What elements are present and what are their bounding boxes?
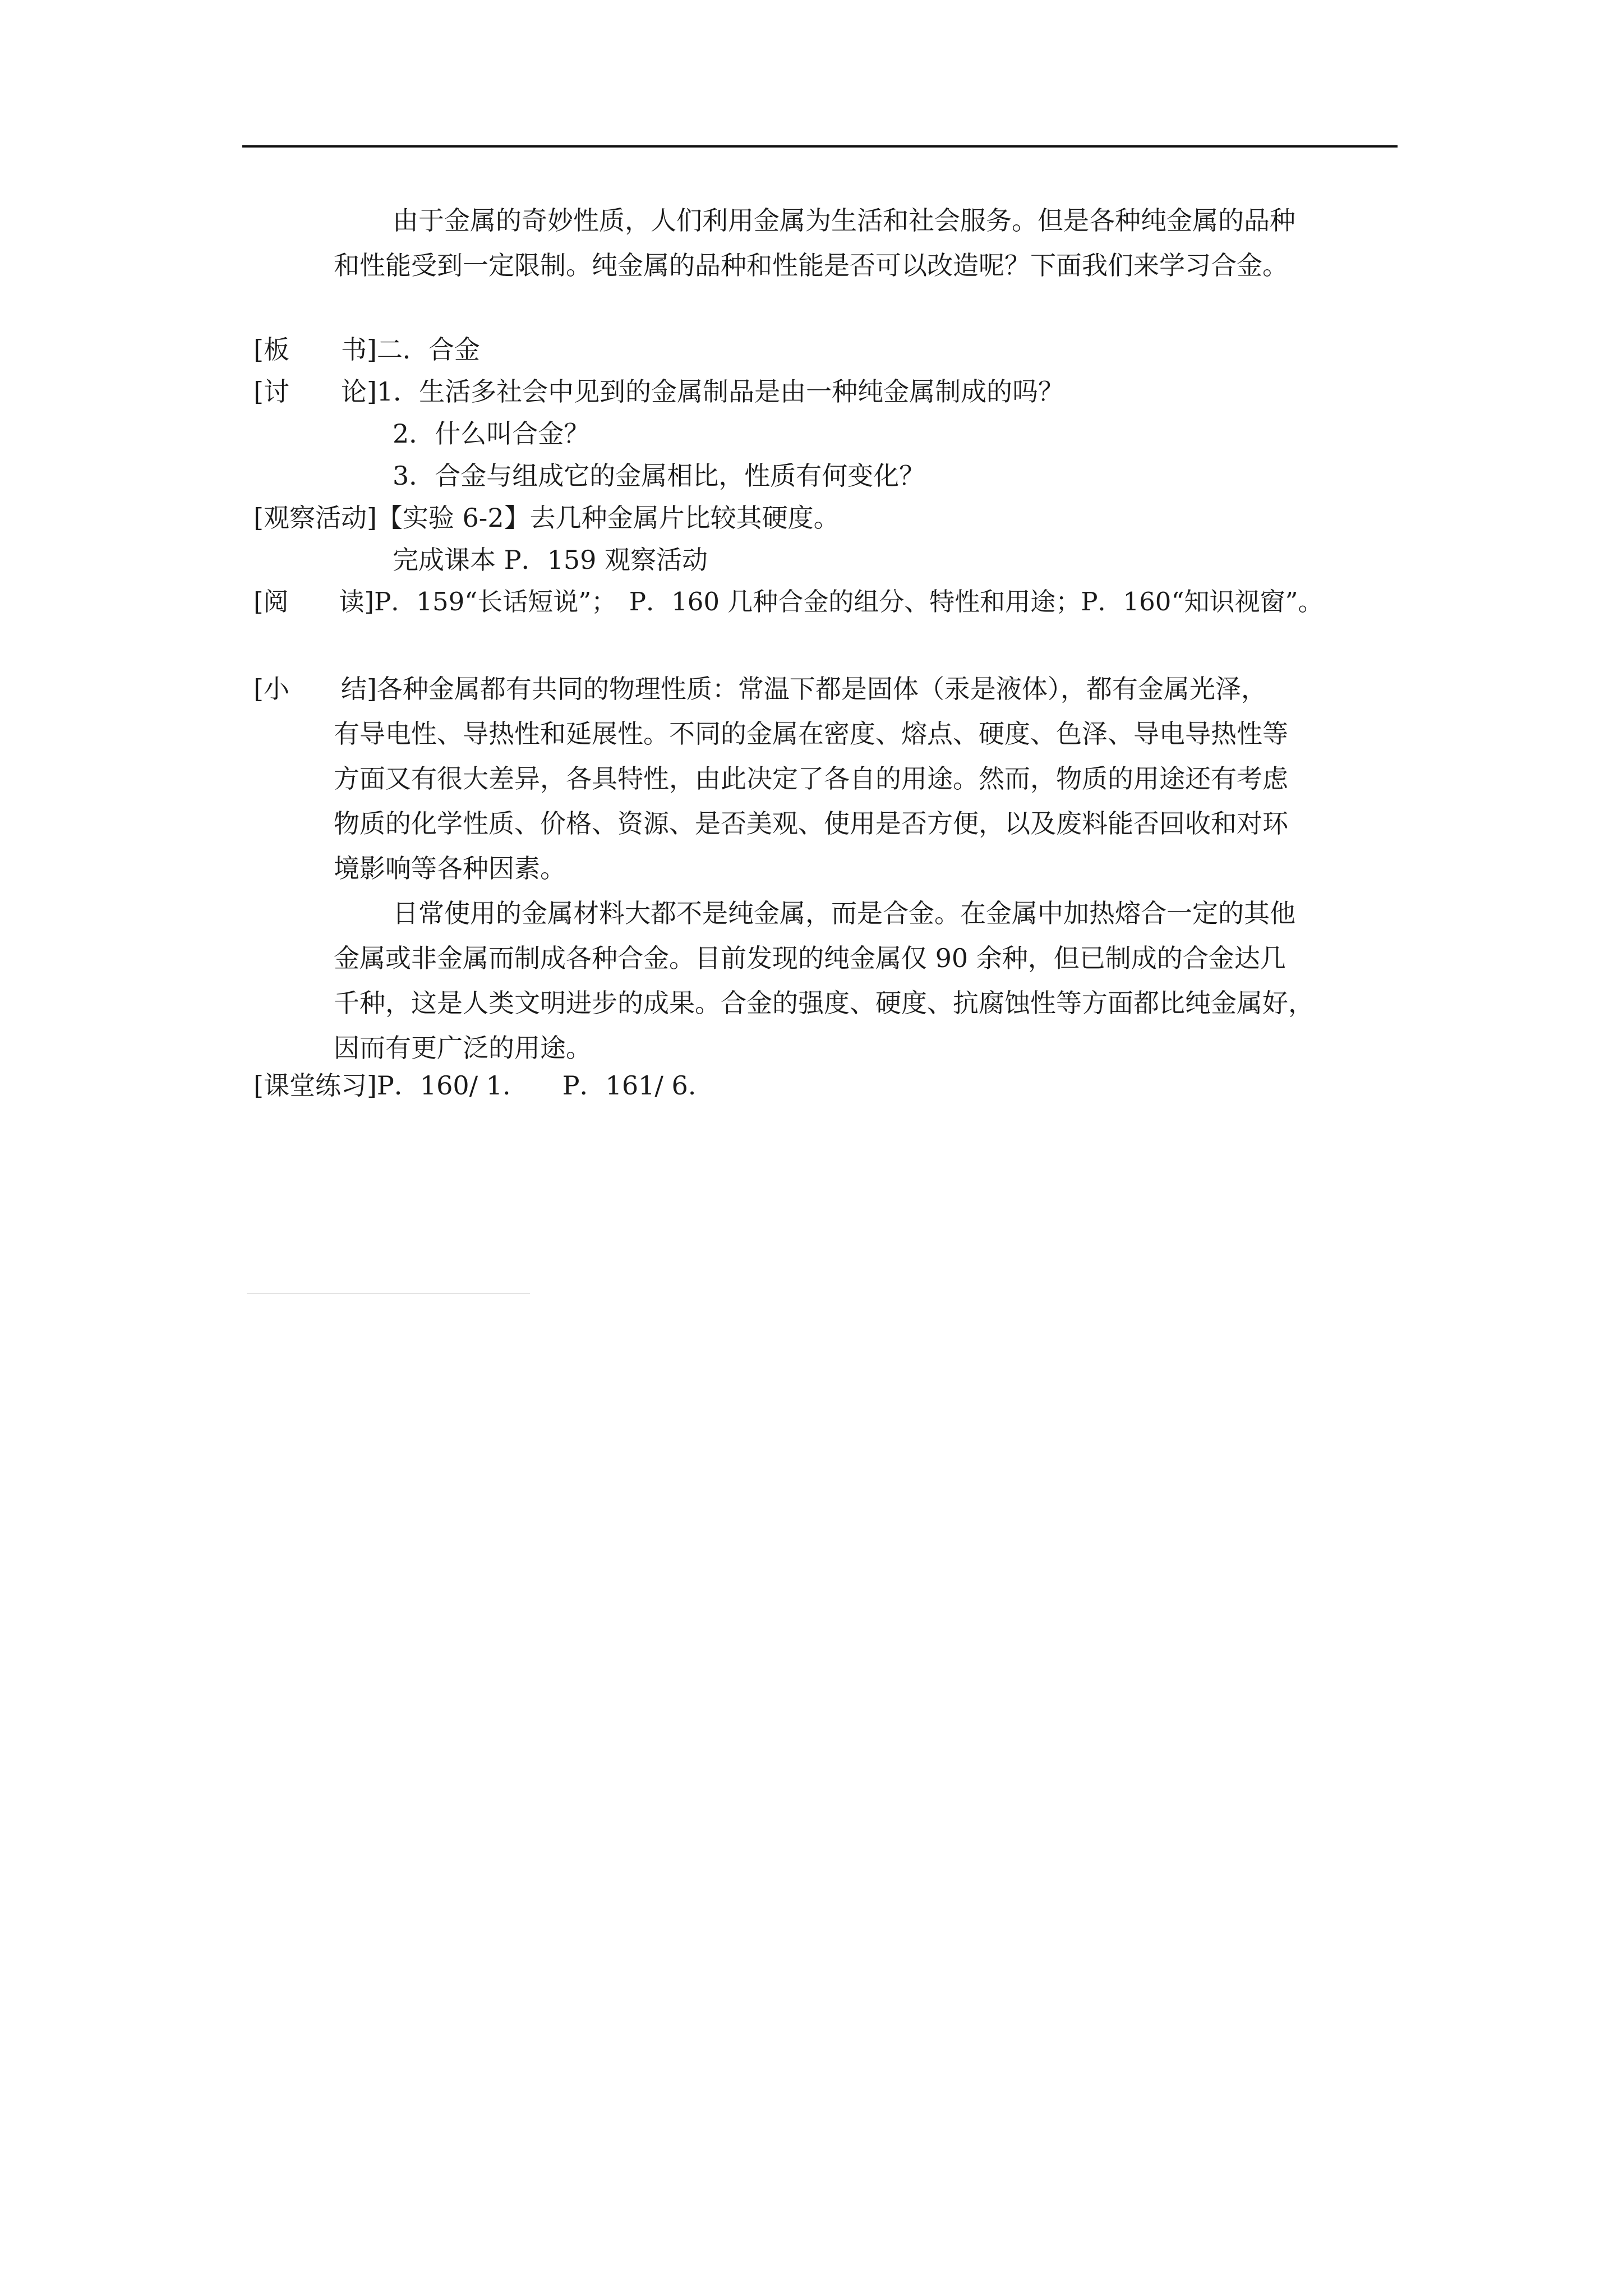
discuss-line-1: [讨 论]1．生活多社会中见到的金属制品是由一种纯金属制成的吗？ [253, 376, 1064, 407]
alloy-line-1: 日常使用的金属材料大都不是纯金属，而是合金。在金属中加热熔合一定的其他 [393, 898, 1295, 928]
alloy-line-4: 因而有更广泛的用途。 [334, 1033, 592, 1063]
summary-line-1: [小 结]各种金属都有共同的物理性质：常温下都是固体（汞是液体），都有金属光泽， [253, 674, 1267, 704]
intro-line-2: 和性能受到一定限制。纯金属的品种和性能是否可以改造呢？下面我们来学习合金。 [334, 250, 1288, 280]
read-line: [阅 读]P．159“长话短说”； P．160 几种合金的组分、特性和用途；P．160“知识视窗”。 [253, 587, 1324, 616]
discuss-line-2: 2．什么叫合金？ [393, 418, 590, 449]
header-rule [242, 145, 1398, 148]
practice-line: [课堂练习]P．160/ 1. P．161/ 6. [253, 1070, 697, 1101]
board-line: [板 书]二．合金 [253, 334, 480, 365]
alloy-line-2: 金属或非金属而制成各种合金。目前发现的纯金属仅 90 余种，但已制成的合金达几 [334, 943, 1286, 973]
observe-line-1: [观察活动]【实验 6-2】去几种金属片比较其硬度。 [253, 503, 840, 533]
observe-line-2: 完成课本 P．159 观察活动 [393, 545, 708, 575]
summary-line-5: 境影响等各种因素。 [334, 853, 566, 884]
discuss-line-3: 3．合金与组成它的金属相比，性质有何变化？ [393, 461, 925, 491]
faint-divider [247, 1293, 530, 1294]
intro-line-1: 由于金属的奇妙性质，人们利用金属为生活和社会服务。但是各种纯金属的品种 [393, 205, 1295, 236]
alloy-line-3: 千种，这是人类文明进步的成果。合金的强度、硬度、抗腐蚀性等方面都比纯金属好， [334, 988, 1314, 1018]
summary-line-2: 有导电性、导热性和延展性。不同的金属在密度、熔点、硬度、色泽、导电导热性等 [334, 719, 1288, 749]
summary-line-4: 物质的化学性质、价格、资源、是否美观、使用是否方便，以及废料能否回收和对环 [334, 808, 1288, 839]
summary-line-3: 方面又有很大差异，各具特性，由此决定了各自的用途。然而，物质的用途还有考虑 [334, 763, 1288, 794]
